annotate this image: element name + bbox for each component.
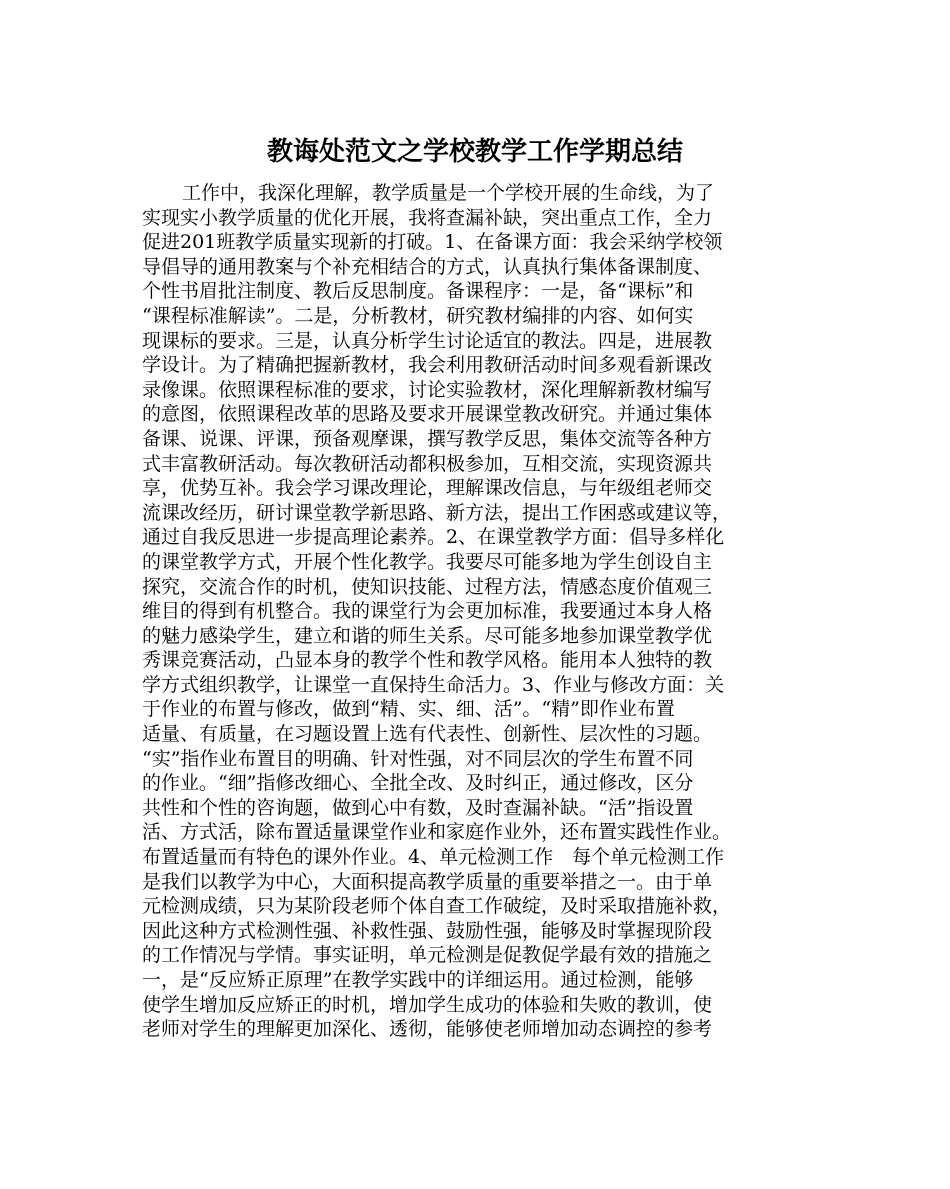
body-line: 老师对学生的理解更加深化、透彻，能够使老师增加动态调控的参考 [142,1018,713,1041]
body-line: “实”指作业布置目的明确、针对性强，对不同层次的学生布置不同 [142,747,694,770]
body-line: 使学生增加反应矫正的时机，增加学生成功的体验和失败的教训，使 [142,993,713,1016]
body-line: 共性和个性的咨询题，做到心中有数，及时查漏补缺。“活”指设置 [142,796,694,819]
body-line: 式丰富教研活动。每次教研活动都积极参加，互相交流，实现资源共 [142,452,713,475]
body-line: 备课、说课、评课，预备观摩课，撰写教学反思，集体交流等各种方 [142,427,713,450]
body-line: 因此这种方式检测性强、补救性强、鼓励性强，能够及时掌握现阶段 [142,919,713,942]
body-line: 通过自我反思进一步提高理论素养。2、在课堂教学方面：倡导多样化 [142,526,725,549]
body-line: 享，优势互补。我会学习课改理论，理解课改信息，与年级组老师交 [142,477,713,500]
body-line: 学方式组织教学，让课堂一直保持生命活力。3、作业与修改方面：关 [142,673,725,696]
body-line: 的课堂教学方式，开展个性化教学。我要尽可能多地为学生创设自主 [142,550,713,573]
body-line: 录像课。依照课程标准的要求，讨论实验教材，深化理解新教材编写 [142,378,713,401]
body-line: 个性书眉批注制度、教后反思制度。备课程序：一是，备“课标”和 [142,280,694,303]
body-line: 秀课竞赛活动，凸显本身的教学个性和教学风格。能用本人独特的教 [142,649,713,672]
body-line: 一，是“反应矫正原理”在教学实践中的详细运用。通过检测，能够 [142,969,694,991]
body-line: 工作中，我深化理解，教学质量是一个学校开展的生命线，为了 [182,182,715,204]
document-body [142,181,810,1042]
body-line: 活、方式活，除布置适量课堂作业和家庭作业外，还布置实践性作业。 [142,821,732,844]
body-line: 的意图，依照课程改革的思路及要求开展课堂教改研究。并通过集体 [142,403,713,426]
body-line: 的作业。“细”指修改细心、全批全改、及时纠正，通过修改，区分 [142,772,694,795]
body-line: 维目的得到有机整合。我的课堂行为会更加标准，我要通过本身人格 [142,600,713,623]
body-line: 元检测成绩，只为某阶段老师个体自查工作破绽，及时采取措施补救， [142,895,732,918]
body-line: 的工作情况与学情。事实证明，单元检测是促教促学最有效的措施之 [142,944,713,967]
body-line: 实现实小教学质量的优化开展，我将查漏补缺，突出重点工作，全力 [142,206,713,229]
body-line: 学设计。为了精确把握新教材，我会利用教研活动时间多观看新课改 [142,354,713,377]
body-line: 的魅力感染学生，建立和谐的师生关系。尽可能多地参加课堂教学优 [142,624,713,647]
body-line: 现课标的要求。三是，认真分析学生讨论适宜的教法。四是，进展教 [142,329,713,352]
body-line: 于作业的布置与修改，做到“精、实、细、活”。“精”即作业布置 [142,698,675,721]
body-line: 导倡导的通用教案与个补充相结合的方式，认真执行集体备课制度、 [142,255,713,278]
body-line: 探究，交流合作的时机，使知识技能、过程方法，情感态度价值观三 [142,575,713,598]
body-line: 是我们以教学为中心，大面积提高教学质量的重要举措之一。由于单 [142,870,713,893]
body-line: 布置适量而有特色的课外作业。4、单元检测工作 每个单元检测工作 [142,846,725,869]
body-line: 适量、有质量，在习题设置上选有代表性、创新性、层次性的习题。 [142,723,713,746]
body-line: “课程标准解读”。二是，分析教材，研究教材编排的内容、如何实 [142,304,694,327]
body-line: 促进201班教学质量实现新的打破。1、在备课方面：我会采纳学校领 [142,231,723,254]
document-title: 教诲处范文之学校教学工作学期总结 [266,137,683,167]
body-line: 流课改经历，研讨课堂教学新思路、新方法，提出工作困惑或建议等， [142,501,732,524]
